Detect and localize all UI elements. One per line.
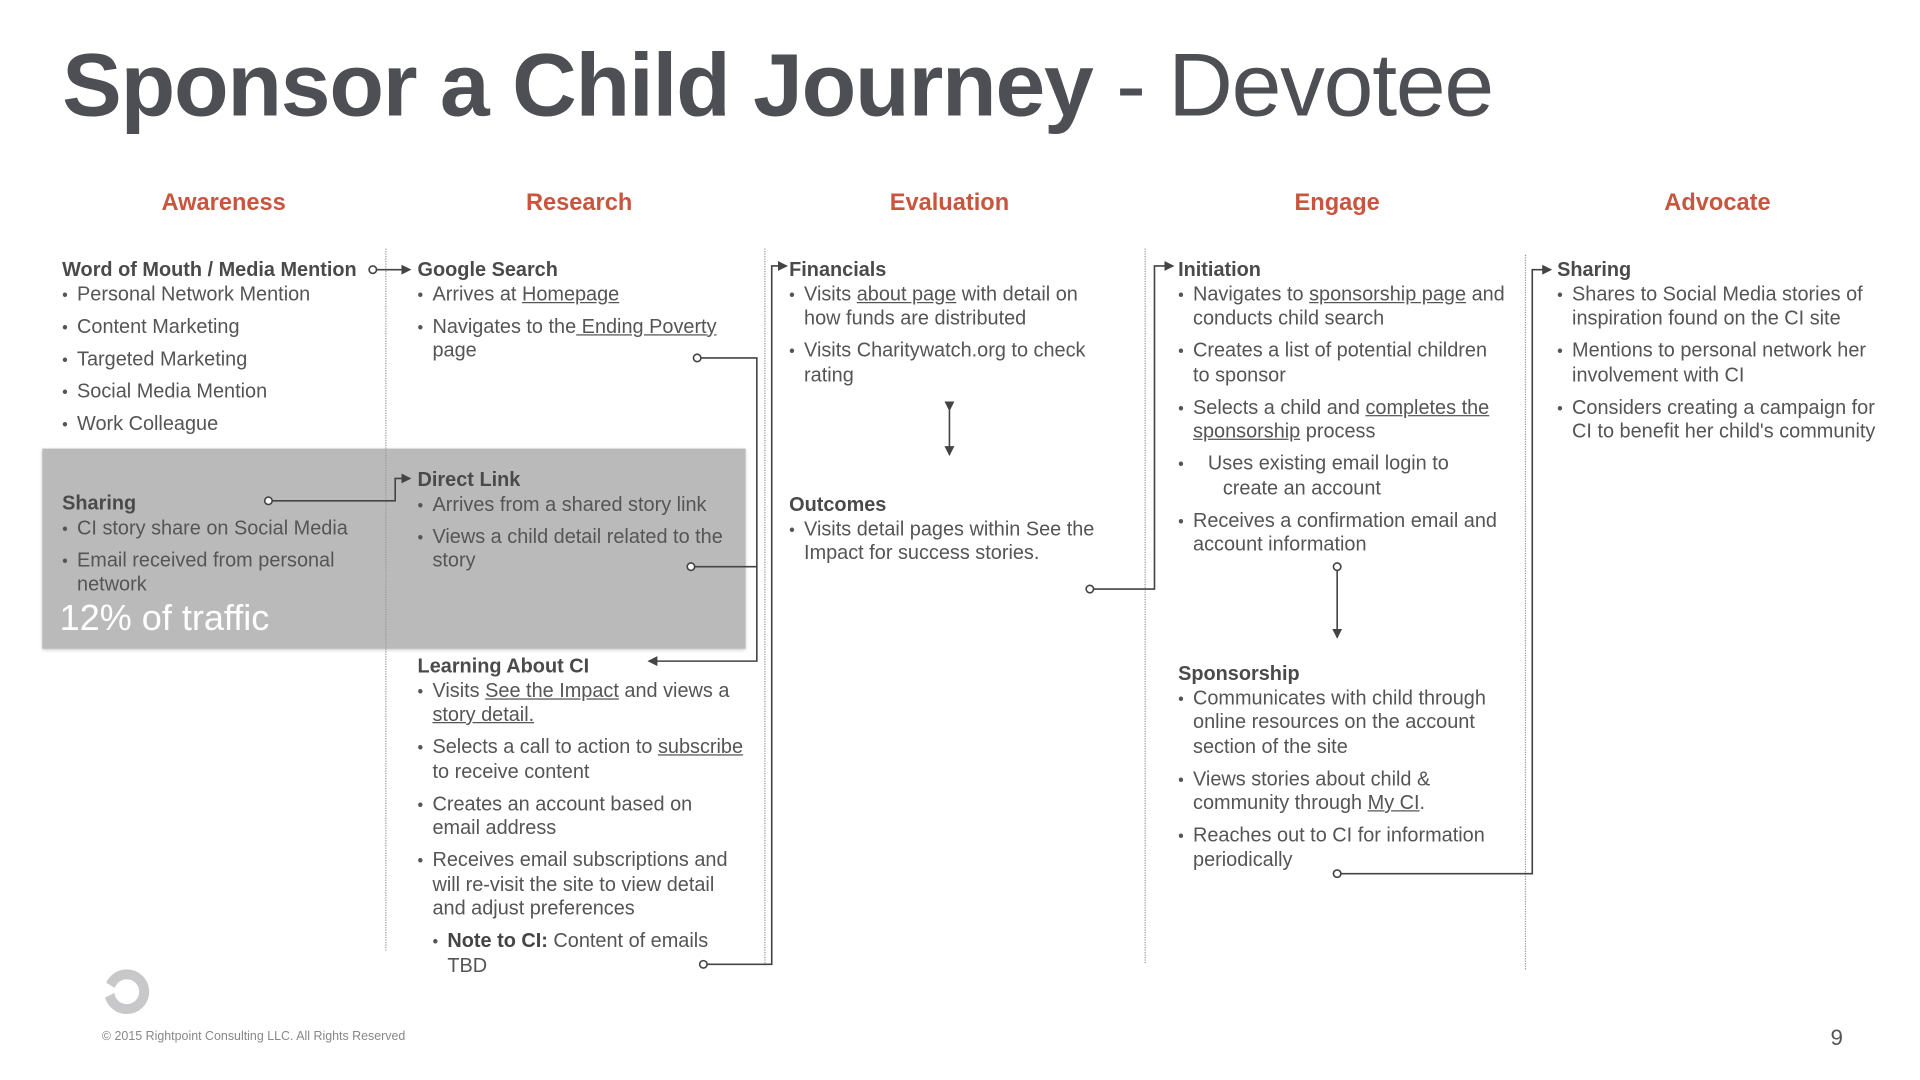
advocate-sharing-title: Sharing [1557,259,1632,281]
sharing-title: Sharing [62,493,137,515]
list-item: • Targeted Marketing [62,347,385,371]
list-item: • Visits detail pages within See the Impact for success stories. [789,518,1112,566]
title-rest: - Devotee [1092,36,1493,136]
connector-learning-financials [707,266,787,964]
stage-awareness: Awareness [161,190,286,217]
list-item: • Shares to Social Media stories of inspiration found on the CI site [1557,283,1886,331]
stage-engage: Engage [1294,190,1380,217]
list-item: • Views a child detail related to the story [418,525,741,573]
ending-poverty-link[interactable]: Ending Poverty [576,316,717,338]
complete-sponsorship-link[interactable]: completes the sponsorship [1193,397,1490,443]
list-item: • Receives email subscriptions and will re-visit the site to view detail and adjust preferences [418,849,744,922]
text: Views stories about child & community through [1193,768,1431,814]
direct-title: Direct Link [417,469,521,491]
copyright: © 2015 Rightpoint Consulting LLC. All Rights Reserved [101,1030,406,1044]
text: Navigates to [1193,283,1310,306]
learning-title: Learning About CI [417,656,590,678]
text: to receive content [432,761,590,783]
text: Visits [432,680,486,702]
homepage-link[interactable]: Homepage [521,283,620,306]
google-title: Google Search [417,259,558,281]
my-ci-link[interactable]: My CI [1367,792,1420,814]
sponsorship-page-link[interactable]: sponsorship page [1309,283,1467,306]
list-item: • Personal Network Mention [62,283,385,307]
list-item: • Visits Charitywatch.org to check rating [789,339,1112,387]
connector-outcomes-initiation [1094,266,1174,589]
sponsorship-title: Sponsorship [1178,663,1300,685]
connector-sponsorship-advocate [1341,270,1551,874]
see-impact-link[interactable]: See the Impact [485,680,619,702]
financials-title: Financials [789,259,887,281]
text: Content of emails TBD [447,930,709,977]
wom-title: Word of Mouth / Media Mention [62,259,357,281]
about-page-link[interactable]: about page [856,283,957,306]
list-item: • Creates a list of potential children to sponsor [1178,339,1507,387]
text: Selects a call to action to [432,736,658,759]
traffic-stat: 12% of traffic [59,598,270,639]
list-item: • Social Media Mention [62,380,385,404]
list-item: • Content Marketing [62,315,385,339]
list-item: • Mentions to personal network her involvement with CI [1557,339,1886,387]
note-label: Note to CI: [447,930,548,952]
page-number: 9 [1830,1025,1843,1051]
text: with detail on how funds are distributed [804,283,1078,330]
list-item: • Arrives from a shared story link [418,493,741,517]
list-item: • Work Colleague [62,412,385,436]
text: and views a [618,680,730,702]
outcomes-title: Outcomes [789,494,887,516]
list-item: • Reaches out to CI for information periodically [1178,824,1507,872]
text: Arrives at [432,283,522,306]
text: page [432,340,477,362]
rightpoint-logo [104,974,144,1009]
initiation-title: Initiation [1178,259,1261,281]
list-item: • CI story share on Social Media [62,516,373,540]
list-item: • Considers creating a campaign for CI to benefit her child's community [1557,396,1886,444]
list-item: • Email received from personal network [62,549,373,597]
text: . [1419,792,1426,814]
list-item: • Uses existing email login to create an account [1193,452,1507,500]
list-item: • Receives a confirmation email and account information [1178,509,1507,557]
connector-sharing-direct [272,478,410,500]
text: Visits [804,283,857,306]
stage-advocate: Advocate [1664,190,1771,217]
text: Selects a child and [1193,397,1366,419]
stage-research: Research [525,190,633,217]
story-detail-link[interactable]: story detail. [432,704,535,726]
stage-evaluation: Evaluation [889,190,1010,217]
text: Navigates to the [432,316,577,338]
text: and conducts child search [1193,283,1505,330]
list-item: • Communicates with child through online resources on the account section of the site [1178,687,1507,760]
subscribe-link[interactable]: subscribe [657,736,744,759]
connector-google-learning [649,358,757,661]
text: process [1300,421,1376,443]
title-bold: Sponsor a Child Journey [62,36,1093,136]
list-item: • Creates an account based on email address [418,792,744,840]
